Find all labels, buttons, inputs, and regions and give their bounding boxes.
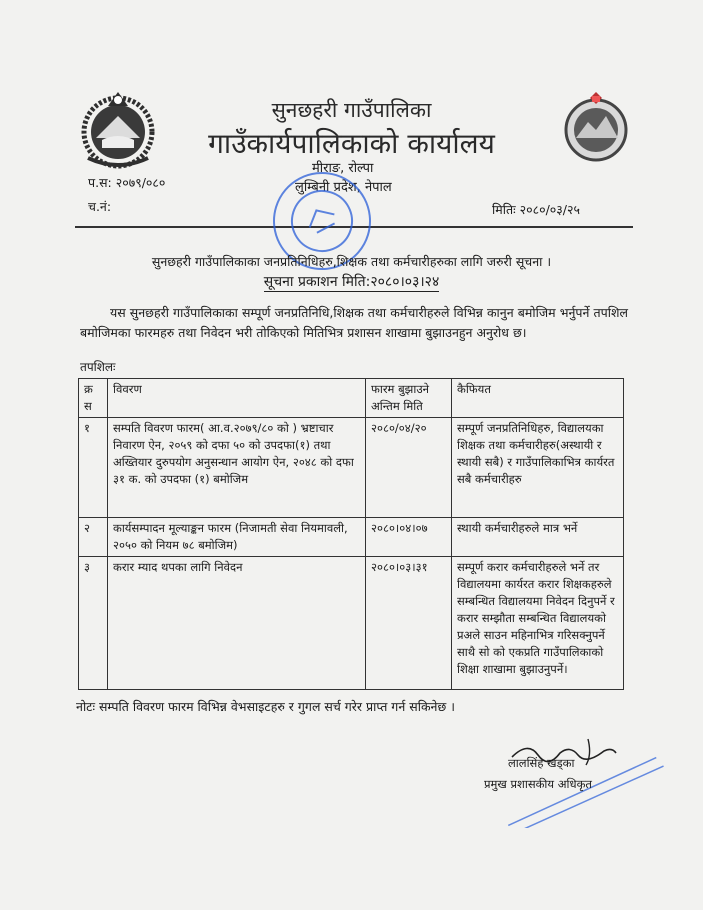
row-description: करार म्याद थपका लागि निवेदन bbox=[108, 557, 366, 690]
address-line-2: लुम्बिनी प्रदेश, नेपाल bbox=[295, 180, 392, 195]
dispatch-number: च.नं: bbox=[88, 199, 112, 214]
row-remarks: सम्पूर्ण जनप्रतिनिधिहरु, विद्यालयका शिक्षक तथा कर्मचारीहरु(अस्थायी र स्थायी सबै) र गाउँपालिकाभित्र कार्यरत सबै कर्मचारीहरु bbox=[452, 418, 624, 518]
reference-number: प.स: २०७९/०८० bbox=[88, 175, 166, 190]
notice-subject: सुनछहरी गाउँपालिकाका जनप्रतिनिधिहरु,शिक्षक तथा कर्मचारीहरुका लागि जरुरी सूचना । bbox=[151, 254, 552, 269]
row-description: कार्यसम्पादन मूल्याङ्कन फारम (निजामती सेवा नियमावली, २०५० को नियम ७८ बमोजिम) bbox=[108, 518, 366, 557]
row-remarks: सम्पूर्ण करार कर्मचारीहरुले भर्ने तर विद्यालयमा कार्यरत करार शिक्षकहरुले सम्बन्धित विद्यालयमा निवेदन दिनुपर्ने र करार सम्झौता सम्बन्धित विद्यालयको प्रअले साउन महिनाभित्र गरिसक्नुपर्ने साथै सो को एकप्रति गाउँपालिकाको शिक्षा शाखामा बुझाउनुपर्ने। bbox=[452, 557, 624, 690]
office-name: गाउँकार्यपालिकाको कार्यालय bbox=[208, 127, 495, 160]
row-deadline: २०८०/०४/२० bbox=[366, 418, 452, 518]
footer-note: नोटः सम्पति विवरण फारम विभिन्न वेभसाइटहरु र गुगल सर्च गरेर प्राप्त गर्न सकिनेछ । bbox=[76, 699, 455, 714]
publish-date-text: सूचना प्रकाशन मिति:२०८०।०३।२४ bbox=[263, 274, 440, 290]
row-sn: ३ bbox=[79, 557, 108, 690]
notice-body: यस सुनछहरी गाउँपालिकाका सम्पूर्ण जनप्रतिनिधि,शिक्षक तथा कर्मचारीहरुले विभिन्न कानुन बमोजिम भर्नुपर्ने तपशिल बमोजिमका फारमहरु तथा निवेदन भरी तोकिएको मितिभित्र प्रशासन शाखामा बुझाउनहुन अनुरोध छ। bbox=[80, 305, 628, 340]
row-sn: २ bbox=[79, 518, 108, 557]
municipality-name: सुनछहरी गाउँपालिका bbox=[271, 98, 432, 122]
table-row bbox=[79, 518, 624, 557]
signatory-title: प्रमुख प्रशासकीय अधिकृत bbox=[484, 777, 592, 791]
address-line-1: मीराङ, रोल्पा bbox=[312, 161, 374, 176]
col-header-description: विवरण bbox=[108, 379, 366, 418]
col-header-sn: क्र स bbox=[79, 379, 108, 418]
table-row bbox=[79, 557, 624, 690]
table-header-row bbox=[79, 379, 624, 418]
schedule-label: तपशिलः bbox=[80, 360, 116, 374]
col-header-remarks: कैफियत bbox=[452, 379, 624, 418]
schedule-table bbox=[78, 378, 624, 690]
publish-date bbox=[0, 272, 703, 291]
row-deadline: २०८०।०४।०७ bbox=[366, 518, 452, 557]
row-description: सम्पति विवरण फारम( आ.व.२०७९/८० को ) भ्रष्टाचार निवारण ऐन, २०५९ को दफा ५० को उपदफा(१) तथा अख्तियार दुरुपयोग अनुसन्धान आयोग ऐन, २०४८ को दफा ३१ क. को उपदफा (१) बमोजिम bbox=[108, 418, 366, 518]
row-remarks: स्थायी कर्मचारीहरुले मात्र भर्ने bbox=[452, 518, 624, 557]
row-deadline: २०८०।०३।३१ bbox=[366, 557, 452, 690]
table-row bbox=[79, 418, 624, 518]
col-header-deadline: फारम बुझाउने अन्तिम मिति bbox=[366, 379, 452, 418]
letter-date: मितिः २०८०/०३/२५ bbox=[492, 202, 580, 217]
signatory-name: लालसिंह खड्का bbox=[508, 756, 575, 770]
row-sn: १ bbox=[79, 418, 108, 518]
